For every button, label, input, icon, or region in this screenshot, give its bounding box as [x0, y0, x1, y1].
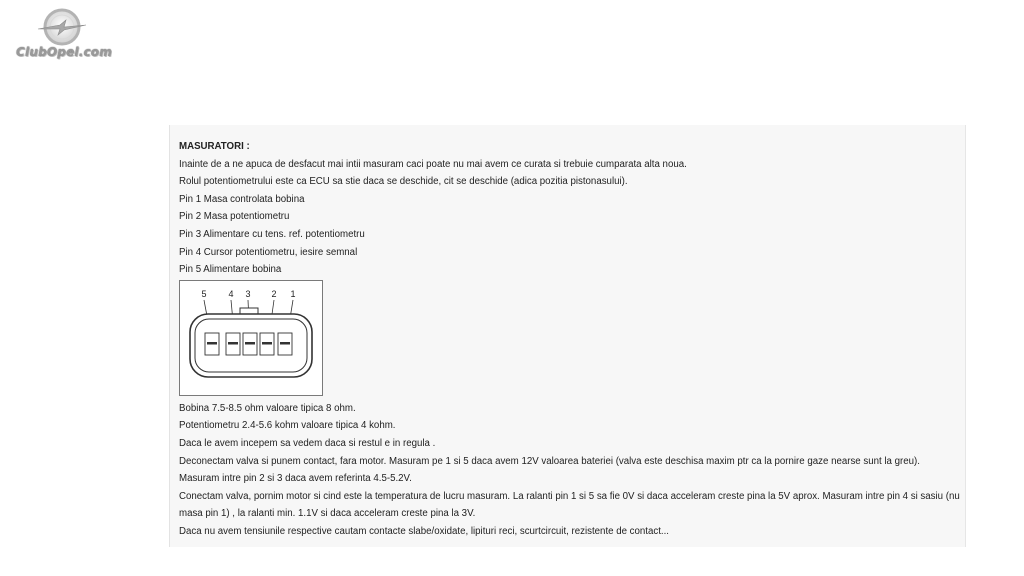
text-line: Rolul potentiometrului este ca ECU sa stie daca se deschide, cit se deschide (adica pozitia pistonasului). — [179, 176, 628, 188]
connector-diagram — [179, 280, 323, 396]
article-title: MASURATORI : — [179, 141, 250, 152]
pin-4-line: Pin 4 Cursor potentiometru, iesire semnal — [179, 246, 358, 258]
article-content — [179, 138, 961, 541]
pin-label: 2 — [271, 288, 277, 299]
pot-resistance-line: Potentiometru 2.4-5.6 kohm valoare tipica 4 kohm. — [179, 420, 396, 432]
pin-3-line: Pin 3 Alimentare cu tens. ref. potentiometru — [179, 228, 365, 240]
pin-2-line: Pin 2 Masa potentiometru — [179, 211, 290, 223]
text-line: Daca nu avem tensiunile respective cautam contacte slabe/oxidate, lipituri reci, scurtcircuit, rezistente de contact... — [179, 525, 669, 537]
logo-text: ClubOpel.com — [16, 45, 112, 59]
text-line: Daca le avem incepem sa vedem daca si restul e in regula . — [179, 437, 436, 449]
pin-label: 4 — [228, 288, 234, 299]
article-panel — [169, 125, 966, 547]
pin-label: 5 — [201, 288, 207, 299]
coil-resistance-line: Bobina 7.5-8.5 ohm valoare tipica 8 ohm. — [179, 402, 356, 414]
pin-label: 1 — [290, 288, 296, 299]
pin-label: 3 — [245, 288, 251, 299]
opel-emblem-icon — [30, 8, 94, 48]
pin-5-line: Pin 5 Alimentare bobina — [179, 264, 282, 276]
clubopel-logo — [8, 8, 118, 64]
text-line: Inainte de a ne apuca de desfacut mai intii masuram caci poate nu mai avem ce curata si trebuie cumparata alta noua. — [179, 158, 687, 170]
text-paragraph: Conectam valva, pornim motor si cind este la temperatura de lucru masuram. La ralanti pin 1 si 5 sa fie 0V si daca acceleram creste pina la 5V aprox. Masuram intre pin 4 si sasiu (nu masa pin 1) , la ralanti min. 1.1V si daca acceleram creste pina la 3V. — [179, 490, 960, 520]
text-paragraph: Deconectam valva si punem contact, fara motor. Masuram pe 1 si 5 daca avem 12V valoarea bateriei (valva este deschisa maxim ptr ca la pornire gaze nearse sunt la greu). Masuram intre pin 2 si 3 daca avem referinta 4.5-5.2V. — [179, 455, 920, 485]
connector-pinout-icon — [180, 281, 322, 395]
pin-1-line: Pin 1 Masa controlata bobina — [179, 193, 305, 205]
